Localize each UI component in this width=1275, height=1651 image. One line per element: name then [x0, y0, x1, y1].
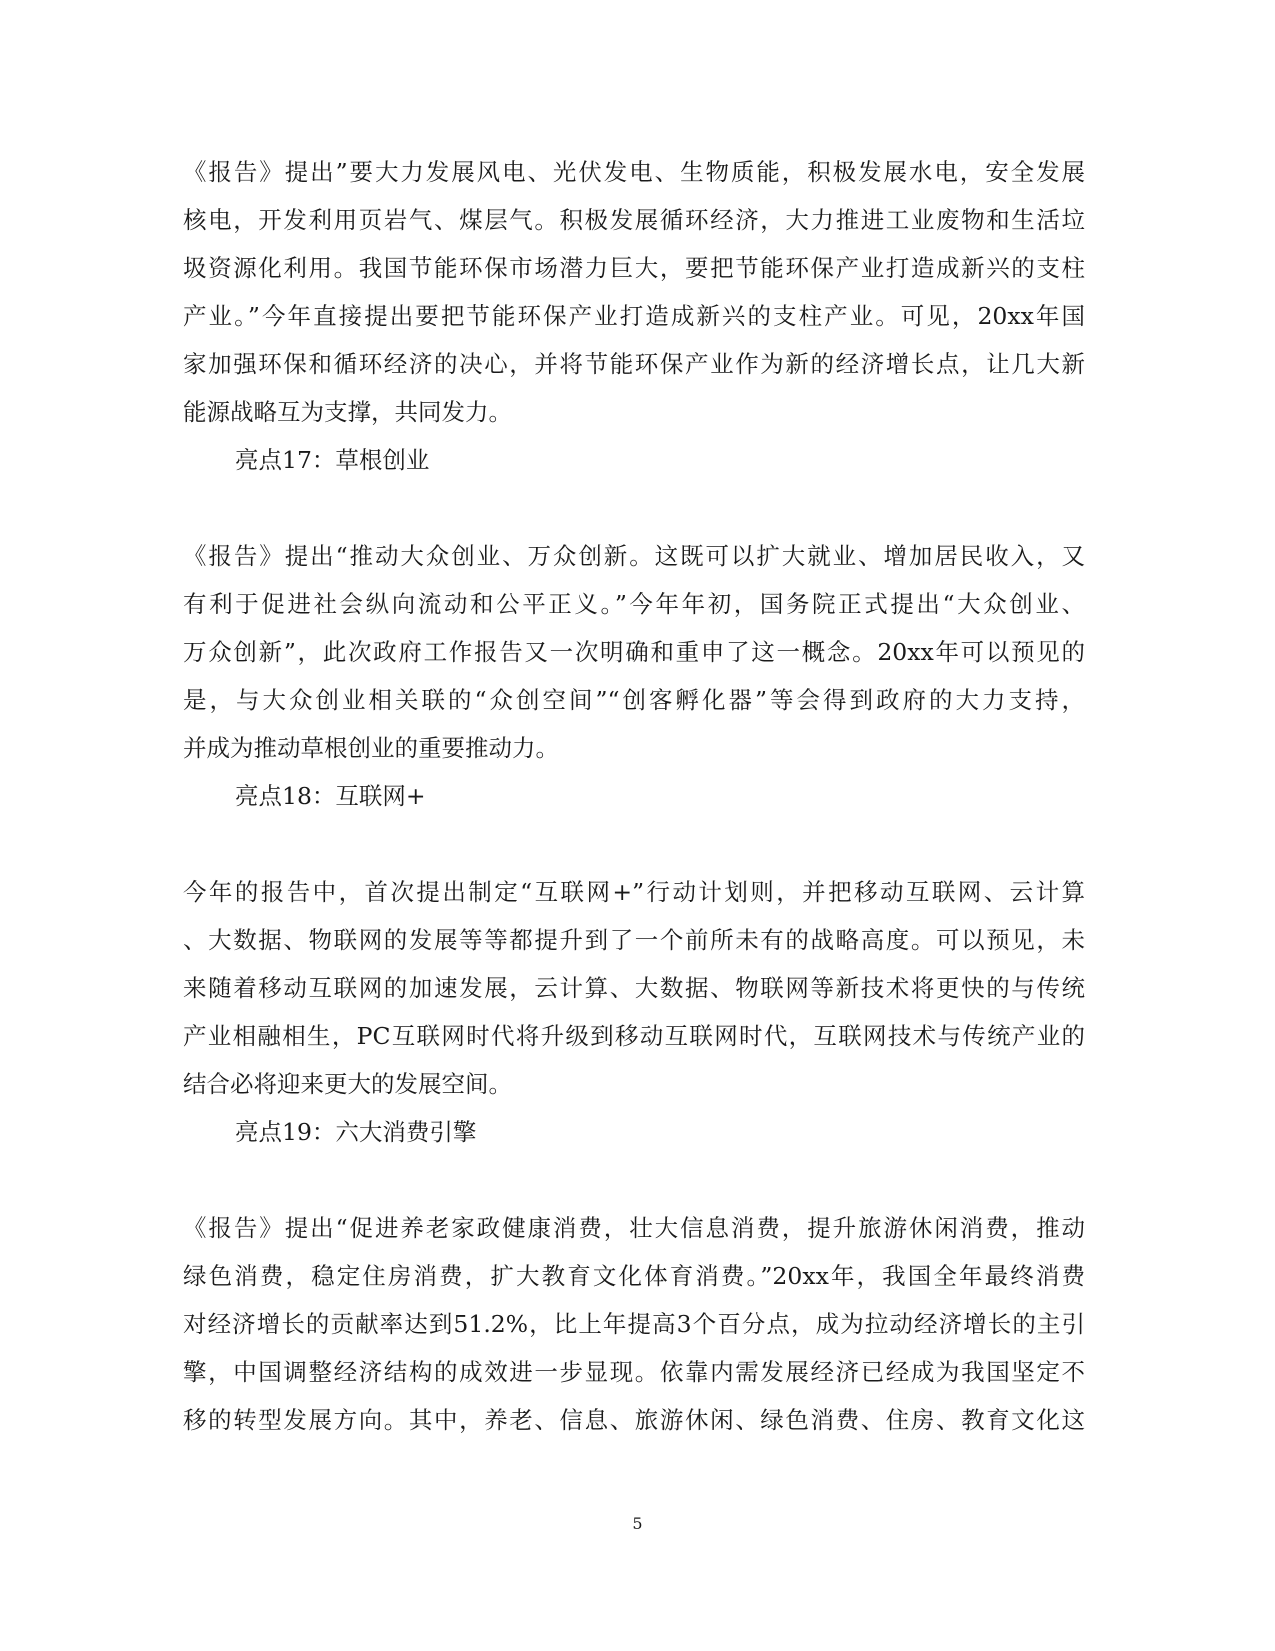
paragraph-line: 移的转型发展方向。其中，养老、信息、旅游休闲、绿色消费、住房、教育文化这 — [183, 1406, 1085, 1434]
paragraph-line: 擎，中国调整经济结构的成效进一步显现。依靠内需发展经济已经成为我国坚定不 — [183, 1358, 1085, 1386]
paragraph-line: 家加强环保和循环经济的决心，并将节能环保产业作为新的经济增长点，让几大新 — [183, 350, 1085, 378]
paragraph-line: 能源战略互为支撑，共同发力。 — [183, 398, 512, 426]
paragraph-line: 并成为推动草根创业的重要推动力。 — [183, 734, 559, 762]
paragraph-line: 圾资源化利用。我国节能环保市场潜力巨大，要把节能环保产业打造成新兴的支柱 — [183, 254, 1085, 282]
paragraph-line: 今年的报告中，首次提出制定“互联网+”行动计划则，并把移动互联网、云计算 — [183, 878, 1085, 906]
paragraph-line: 有利于促进社会纵向流动和公平正义。”今年年初，国务院正式提出“大众创业、 — [183, 590, 1085, 618]
paragraph-grassroots — [183, 532, 1085, 772]
paragraph-line: 《报告》提出”要大力发展风电、光伏发电、生物质能，积极发展水电，安全发展 — [183, 158, 1085, 186]
paragraph-energy — [183, 148, 1085, 436]
paragraph-line: 《报告》提出“推动大众创业、万众创新。这既可以扩大就业、增加居民收入，又 — [183, 542, 1085, 570]
page-number: 5 — [632, 1514, 643, 1533]
section-heading-18: 亮点18：互联网+ — [235, 782, 426, 810]
paragraph-line: 万众创新”，此次政府工作报告又一次明确和重申了这一概念。20xx年可以预见的 — [183, 638, 1085, 666]
section-heading-17: 亮点17：草根创业 — [235, 446, 430, 474]
paragraph-line: 结合必将迎来更大的发展空间。 — [183, 1070, 512, 1098]
paragraph-line: 来随着移动互联网的加速发展，云计算、大数据、物联网等新技术将更快的与传统 — [183, 974, 1085, 1002]
document-body — [183, 148, 1085, 1444]
paragraph-line: 《报告》提出“促进养老家政健康消费，壮大信息消费，提升旅游休闲消费，推动 — [183, 1214, 1085, 1242]
paragraph-line: 对经济增长的贡献率达到51.2%，比上年提高3个百分点，成为拉动经济增长的主引 — [183, 1310, 1085, 1338]
paragraph-line: 产业。”今年直接提出要把节能环保产业打造成新兴的支柱产业。可见，20xx年国 — [183, 302, 1085, 330]
section-heading-19: 亮点19：六大消费引擎 — [235, 1118, 477, 1146]
paragraph-consumption — [183, 1204, 1085, 1444]
paragraph-internet-plus — [183, 868, 1085, 1108]
paragraph-line: 核电，开发利用页岩气、煤层气。积极发展循环经济，大力推进工业废物和生活垃 — [183, 206, 1085, 234]
paragraph-line: 产业相融相生，PC互联网时代将升级到移动互联网时代，互联网技术与传统产业的 — [183, 1022, 1085, 1050]
paragraph-line: 是，与大众创业相关联的“众创空间”“创客孵化器”等会得到政府的大力支持， — [183, 686, 1085, 714]
paragraph-line: 、大数据、物联网的发展等等都提升到了一个前所未有的战略高度。可以预见，未 — [183, 926, 1085, 954]
paragraph-line: 绿色消费，稳定住房消费，扩大教育文化体育消费。”20xx年，我国全年最终消费 — [183, 1262, 1085, 1290]
